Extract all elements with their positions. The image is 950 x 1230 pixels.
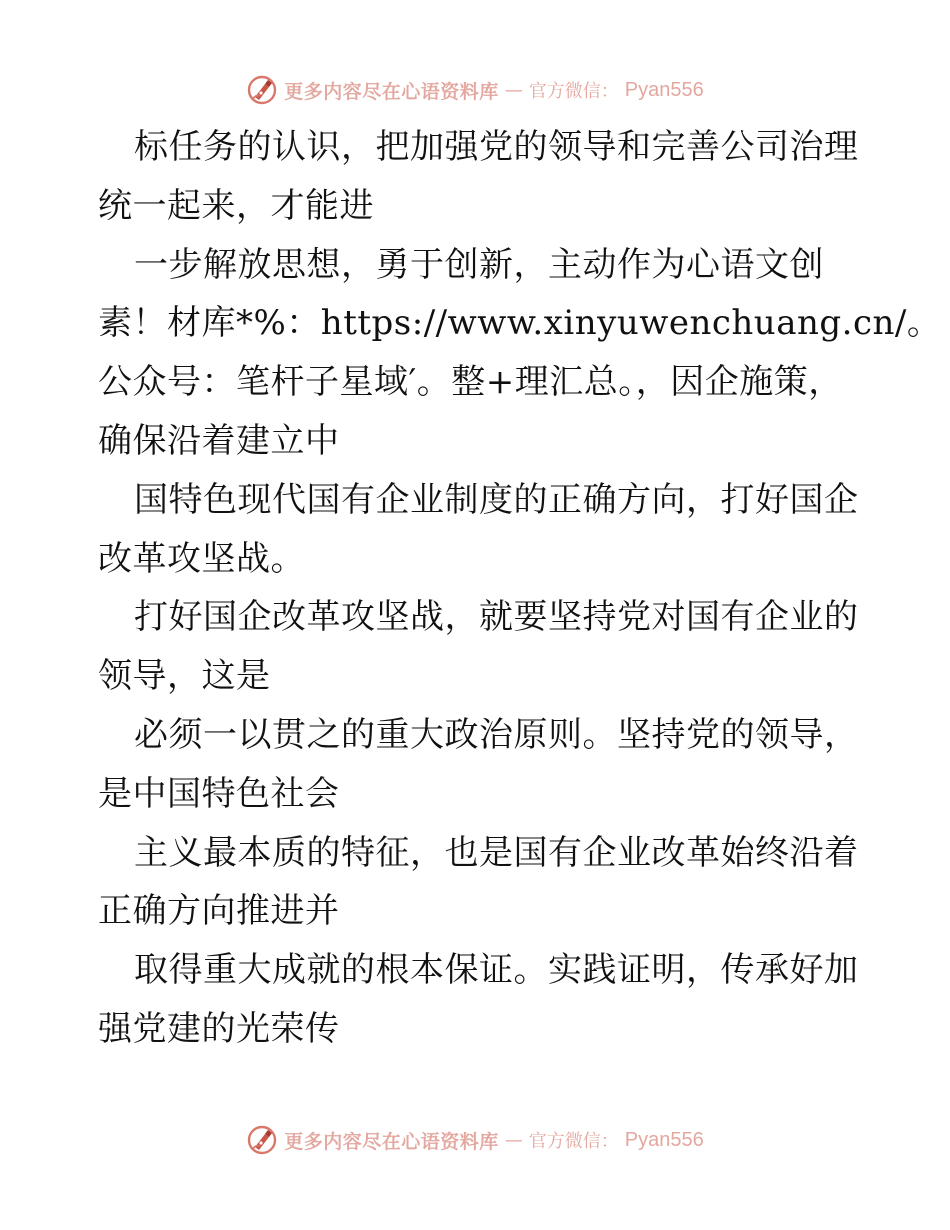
paragraph (98, 941, 858, 1059)
banner-wechat-label: 官方微信： (528, 1131, 619, 1152)
text-line: 标任务的认识，把加强党的领导和完善公司治理 (134, 127, 859, 167)
text-line: 统一起来，才能进 (98, 185, 374, 226)
header-banner (0, 70, 950, 110)
banner-dash: — (504, 79, 523, 101)
banner-dash: — (504, 1129, 523, 1151)
text-line: 主义最本质的特征，也是国有企业改革始终沿着 (134, 832, 859, 873)
paragraph (98, 118, 858, 236)
paragraph (98, 236, 942, 471)
paragraph (98, 588, 858, 706)
banner-main-text: 更多内容尽在心语资料库 (284, 1130, 499, 1153)
text-line: 是中国特色社会 (98, 773, 340, 814)
paragraph (98, 824, 858, 942)
pen-nib-logo-icon (246, 1124, 278, 1156)
text-line: 素！材库*%：https://www.xinyuwenchuang.cn/。 (98, 303, 942, 344)
document-body (98, 118, 942, 1059)
banner-wechat-id: Pyan556 (624, 78, 704, 101)
text-line: 正确方向推进并 (98, 891, 340, 932)
footer-banner (0, 1120, 950, 1160)
text-line: 国特色现代国有企业制度的正确方向，打好国企 (134, 479, 859, 520)
banner-main-text: 更多内容尽在心语资料库 (284, 80, 499, 103)
text-line: 改革攻坚战。 (98, 538, 305, 579)
paragraph (98, 471, 858, 589)
text-line: 打好国企改革攻坚战，就要坚持党对国有企业的 (134, 597, 859, 638)
text-line: 公众号：笔杆子星域′。整+理汇总。，因企施策， (98, 362, 843, 403)
text-line: 强党建的光荣传 (98, 1008, 340, 1049)
paragraph (98, 706, 858, 824)
text-line: 一步解放思想，勇于创新，主动作为心语文创 (134, 244, 824, 285)
text-line: 确保沿着建立中 (98, 420, 340, 461)
banner-wechat-id: Pyan556 (624, 1128, 704, 1151)
text-line: 取得重大成就的根本保证。实践证明，传承好加 (134, 950, 859, 991)
pen-nib-logo-icon (246, 74, 278, 106)
text-line: 必须一以贯之的重大政治原则。坚持党的领导， (134, 714, 859, 755)
text-line: 领导，这是 (98, 656, 271, 697)
banner-wechat-label: 官方微信： (528, 81, 619, 102)
